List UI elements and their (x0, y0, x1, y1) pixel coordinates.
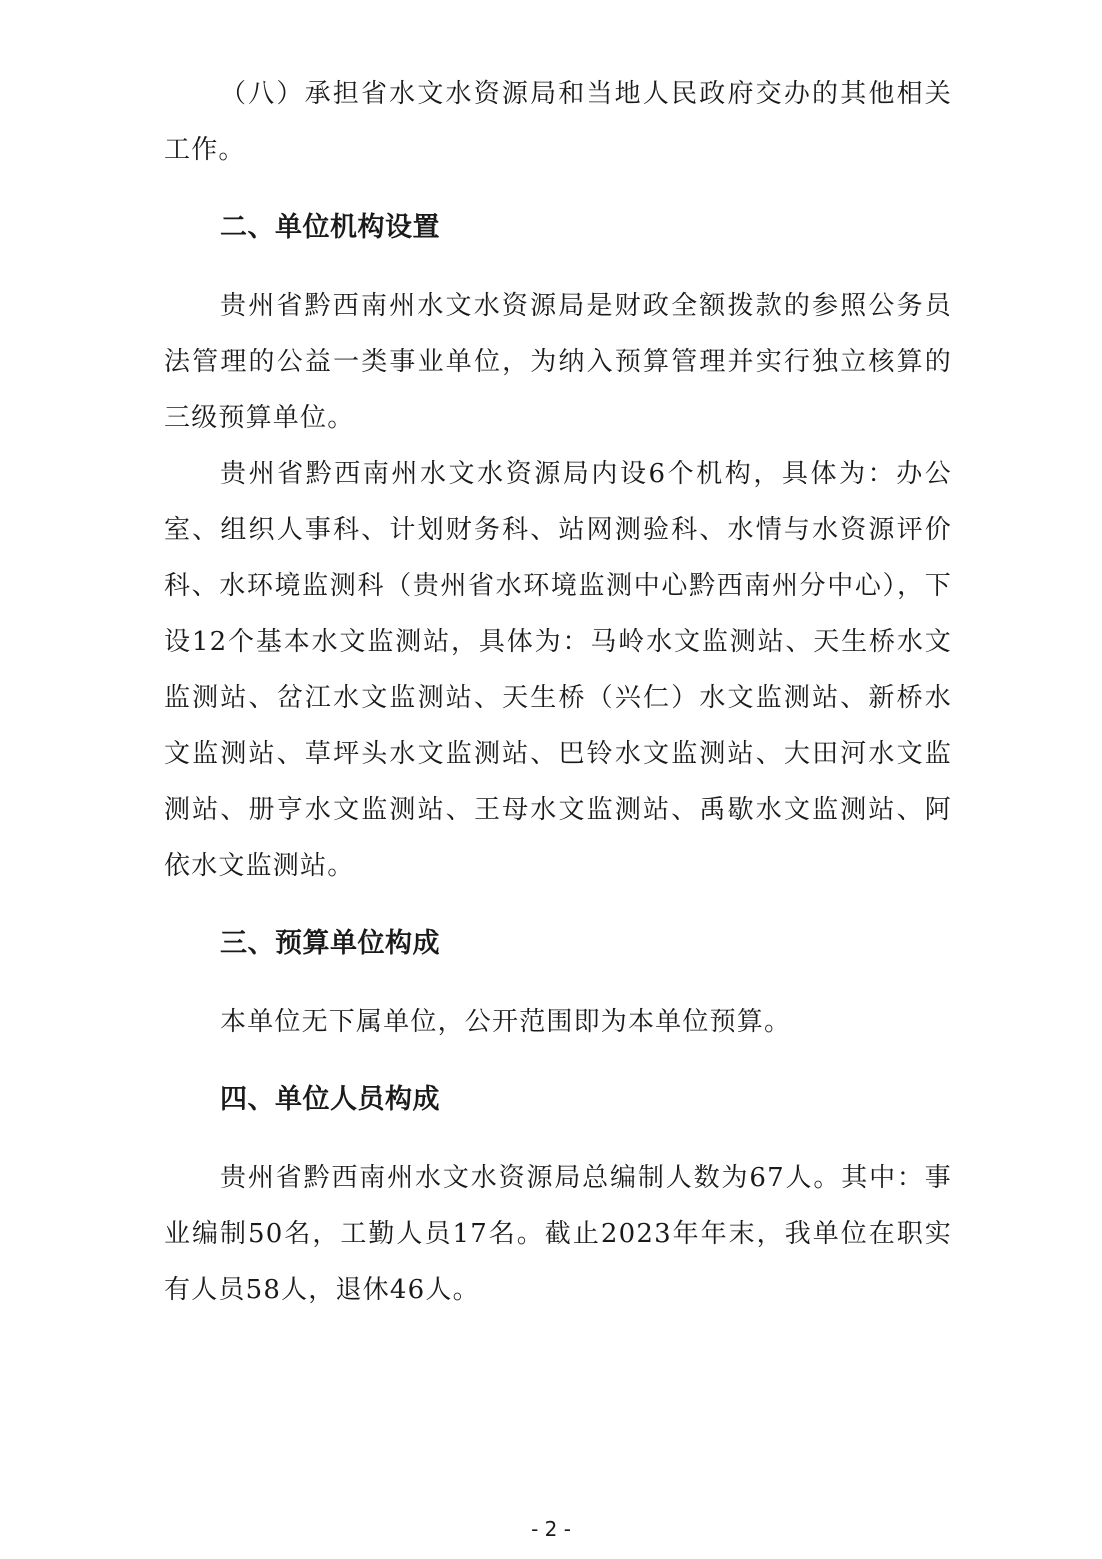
organization-paragraph-2: 贵州省黔西南州水文水资源局内设6个机构，具体为：办公室、组织人事科、计划财务科、站网测验科、水情与水资源评价科、水环境监测科（贵州省水环境监测中心黔西南州分中心），下设12个基本水文监测站，具体为：马岭水文监测站、天生桥水文监测站、岔江水文监测站、天生桥（兴仁）水文监测站、新桥水文监测站、草坪头水文监测站、巴铃水文监测站、大田河水文监测站、册亨水文监测站、王母水文监测站、禹歇水文监测站、阿依水文监测站。 (164, 459, 952, 881)
intro-paragraph: （八）承担省水文水资源局和当地人民政府交办的其他相关工作。 (164, 79, 952, 165)
budget-units-paragraph: 本单位无下属单位，公开范围即为本单位预算。 (220, 1007, 792, 1037)
section-heading-organization: 二、单位机构设置 (220, 212, 440, 243)
section-heading-budget-units: 三、预算单位构成 (220, 928, 440, 959)
document-body (164, 66, 952, 1318)
personnel-paragraph: 贵州省黔西南州水文水资源局总编制人数为67人。其中：事业编制50名，工勤人员17名。截止2023年年末，我单位在职实有人员58人，退休46人。 (164, 1163, 952, 1305)
organization-paragraph-1: 贵州省黔西南州水文水资源局是财政全额拨款的参照公务员法管理的公益一类事业单位，为纳入预算管理并实行独立核算的三级预算单位。 (164, 291, 952, 433)
section-heading-personnel: 四、单位人员构成 (220, 1084, 440, 1115)
page-number: - 2 - (531, 1517, 571, 1541)
